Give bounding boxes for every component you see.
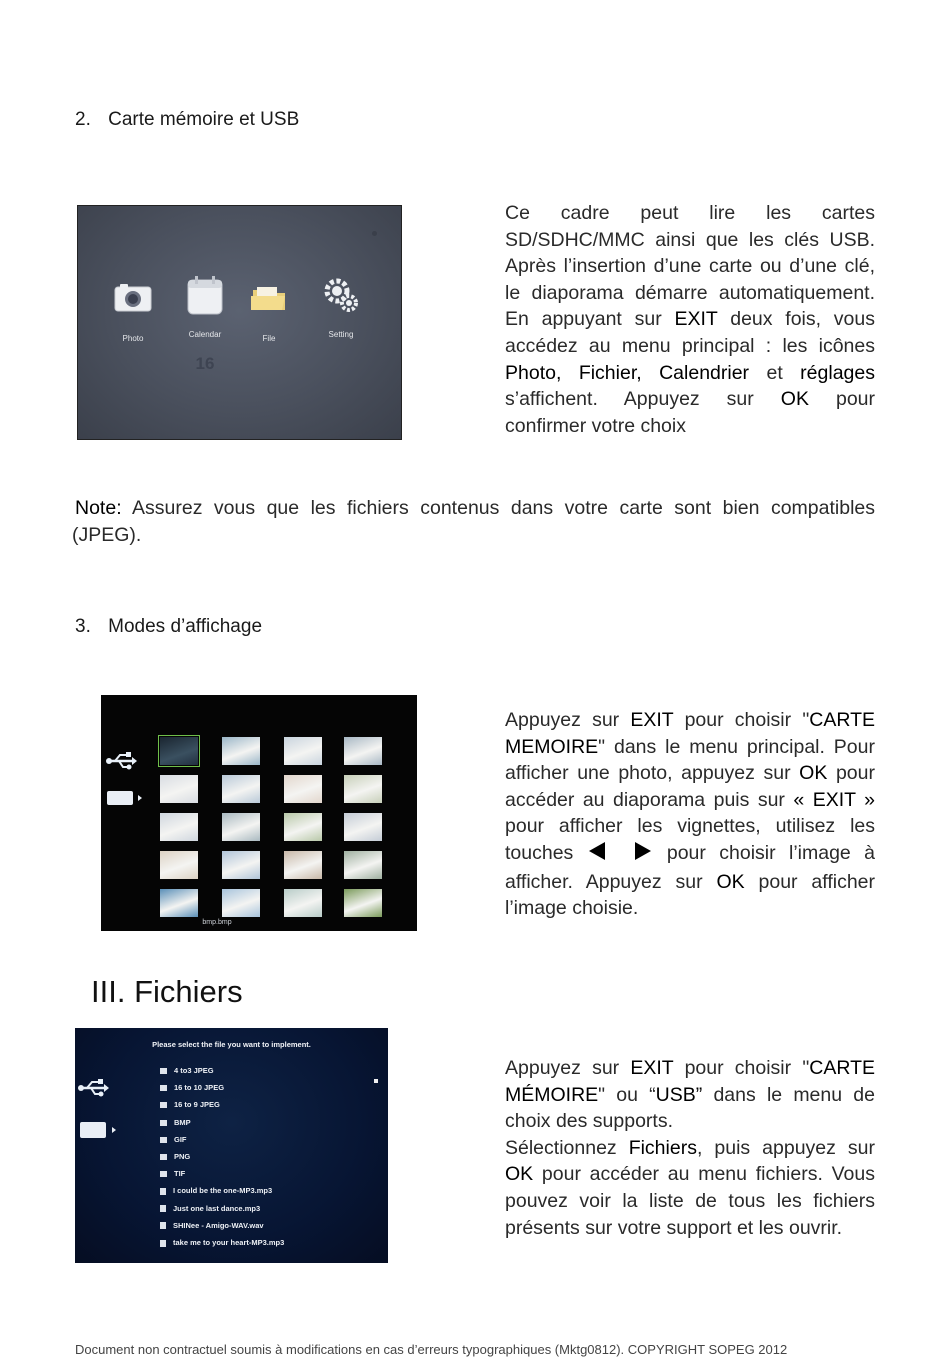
keyword-exit: EXIT: [674, 308, 718, 331]
text: [642, 362, 659, 384]
photo-thumbnail[interactable]: [344, 813, 382, 841]
file-list-screenshot: [75, 1028, 388, 1263]
file-name: 16 to 9 JPEG: [174, 1100, 220, 1110]
file-list-item[interactable]: [160, 1066, 214, 1080]
footer-copyright: Document non contractuel soumis à modifications en cas d’erreurs typographiques (Mktg0812). COPYRIGHT SOPEG 2012: [75, 1342, 788, 1357]
photo-thumbnail[interactable]: [284, 775, 322, 803]
text: dans le menu de choix des supports.: [505, 1083, 875, 1133]
folder-icon: [160, 1171, 167, 1177]
keyword-exit: « EXIT »: [793, 788, 875, 811]
photo-thumbnail[interactable]: [222, 737, 260, 765]
photo-thumbnail[interactable]: [160, 737, 198, 765]
photo-thumbnail[interactable]: [284, 813, 322, 841]
menu-label: Calendar: [188, 330, 222, 339]
photo-thumbnail[interactable]: [160, 813, 198, 841]
photo-thumbnail[interactable]: [344, 889, 382, 917]
section-number: 2.: [75, 109, 91, 130]
file-name: PNG: [174, 1152, 191, 1161]
keyword-ok: OK: [780, 388, 809, 411]
photo-thumbnail[interactable]: [222, 851, 260, 879]
keyword-carte-memoire: CARTE MEMOIRE: [505, 709, 876, 758]
menu-label: Setting: [328, 330, 354, 339]
right-arrow-icon: [633, 841, 653, 869]
section-title: Carte mémoire et USB: [108, 109, 300, 130]
section-3-heading: [75, 616, 262, 638]
text: pour afficher les vignettes, utilisez les touches: [505, 815, 875, 864]
file-list-item[interactable]: [160, 1100, 220, 1114]
camera-icon: [111, 278, 155, 318]
file-list-item[interactable]: [160, 1169, 185, 1183]
folder-icon: [160, 1068, 167, 1074]
section-title: Modes d’affichage: [108, 616, 263, 637]
photo-thumbnail[interactable]: [284, 889, 322, 917]
audio-file-icon: [160, 1240, 166, 1247]
photo-thumbnail[interactable]: [222, 813, 260, 841]
thumbnail-caption: bmp.bmp: [202, 919, 232, 926]
audio-file-icon: [160, 1222, 166, 1229]
fichiers-paragraph: [505, 1055, 875, 1241]
text: " ou “: [598, 1083, 656, 1106]
calendar-badge: 16: [195, 354, 215, 373]
text: " dans le menu principal. Pour afficher une photo, appuyez sur: [505, 735, 875, 785]
file-name: 4 to3 JPEG: [174, 1066, 214, 1075]
keyword-reglages: réglages: [800, 361, 875, 384]
menu-item-photo: [98, 278, 168, 343]
text: Ce cadre peut lire les cartes SD/SDHC/MMC ainsi que les clés USB. Après l’insertion d’une carte ou d’une clé, le diaporama démarre automatiquement. En appuyant sur: [505, 202, 875, 331]
text: pour afficher l’image choisie.: [505, 870, 875, 920]
note-label: Note:: [75, 497, 122, 519]
file-name: Just one last dance.mp3: [173, 1203, 261, 1213]
folder-icon: [160, 1085, 167, 1091]
file-list-item[interactable]: [160, 1186, 272, 1200]
keyword-carte-memoire: CARTE MÉMOIRE: [505, 1057, 876, 1106]
photo-thumbnail[interactable]: [344, 737, 382, 765]
menu-item-calendar: [170, 274, 240, 373]
text: pour choisir ": [673, 1057, 810, 1079]
file-list-header: Please select the file you want to implement.: [152, 1040, 311, 1049]
photo-thumbnail[interactable]: [284, 737, 322, 765]
keyword-ok: OK: [716, 870, 745, 893]
menu-item-file: [234, 278, 304, 343]
file-list-item[interactable]: [160, 1221, 264, 1235]
keyword-ok: OK: [799, 762, 828, 785]
file-name: GIF: [174, 1134, 187, 1144]
text: Appuyez sur: [505, 709, 631, 731]
file-list-item[interactable]: [160, 1152, 190, 1166]
folder-icon: [160, 1102, 167, 1108]
audio-file-icon: [160, 1188, 166, 1195]
text: pour confirmer votre choix: [505, 388, 876, 437]
fichiers-title: III. Fichiers: [91, 974, 243, 1009]
folder-icon: [160, 1120, 167, 1126]
photo-thumbnail[interactable]: [222, 775, 260, 803]
section-3-paragraph: [505, 707, 875, 922]
keyword-usb: USB”: [655, 1083, 703, 1106]
file-list-item[interactable]: [160, 1118, 191, 1132]
file-name: TIF: [174, 1169, 186, 1179]
photo-thumbnail[interactable]: [160, 775, 198, 803]
folder-icon: [160, 1154, 167, 1160]
text: pour choisir ": [673, 709, 810, 731]
scroll-indicator: [374, 1079, 378, 1083]
arrow-right-icon: [112, 1127, 116, 1133]
text: et: [749, 361, 801, 384]
arrow-right-icon: [138, 795, 142, 801]
note-paragraph: [72, 495, 875, 548]
section-2-paragraph: [505, 200, 875, 439]
usb-icon: [106, 749, 138, 773]
photo-thumbnail[interactable]: [160, 851, 198, 879]
text: Appuyez sur: [505, 1057, 631, 1079]
section-number: 3.: [75, 616, 91, 637]
photo-thumbnail[interactable]: [344, 851, 382, 879]
text: , puis appuyez sur: [696, 1136, 876, 1159]
text: deux fois, vous accédez au menu principal : les icônes: [505, 308, 875, 357]
main-menu-screenshot: [77, 205, 402, 440]
folder-icon: [247, 278, 291, 318]
file-list-item[interactable]: [160, 1204, 260, 1218]
text: pour accéder au diaporama puis sur: [505, 762, 875, 811]
file-name: 16 to 10 JPEG: [174, 1083, 225, 1093]
file-name: SHINee - Amigo-WAV.wav: [173, 1220, 264, 1230]
file-name: BMP: [174, 1117, 191, 1127]
text: pour accéder au menu fichiers. Vous pouvez voir la liste de tous les fichiers présents sur votre support et les ouvrir.: [505, 1163, 875, 1239]
text: [561, 362, 578, 384]
keyword-exit: EXIT: [630, 709, 674, 731]
file-name: take me to your heart-MP3.mp3: [173, 1238, 285, 1247]
photo-thumbnail[interactable]: [344, 775, 382, 803]
keyword-calendrier: Calendrier: [659, 361, 750, 384]
keyword-photo: Photo,: [505, 361, 562, 384]
keyword-ok: OK: [505, 1163, 534, 1186]
memory-card-icon: [80, 1122, 106, 1138]
menu-item-setting: [306, 274, 376, 339]
text: Sélectionnez: [505, 1136, 629, 1159]
keyword-fichiers: Fichiers: [628, 1136, 697, 1159]
memory-card-icon: [107, 791, 133, 805]
audio-file-icon: [160, 1205, 166, 1212]
left-arrow-icon: [587, 841, 607, 869]
note-text: Assurez vous que les fichiers contenus dans votre carte sont bien compatibles (JPEG).: [72, 497, 875, 546]
usb-icon: [78, 1076, 110, 1100]
gear-icon: [319, 274, 363, 318]
file-name: I could be the one-MP3.mp3: [173, 1186, 273, 1196]
thumbnail-screenshot: [101, 695, 417, 931]
text: pour choisir l’image à afficher. Appuyez sur: [505, 841, 876, 893]
photo-thumbnail[interactable]: [222, 889, 260, 917]
photo-thumbnail[interactable]: [160, 889, 198, 917]
screen-dot: [372, 231, 377, 236]
menu-label: File: [262, 334, 276, 343]
section-2-heading: [75, 109, 299, 131]
file-list-item[interactable]: [160, 1238, 284, 1252]
text: s’affichent. Appuyez sur: [505, 388, 781, 411]
keyword-fichier: Fichier,: [578, 361, 642, 384]
keyword-exit: EXIT: [630, 1057, 674, 1079]
photo-thumbnail[interactable]: [284, 851, 322, 879]
file-list-item[interactable]: [160, 1083, 224, 1097]
folder-icon: [160, 1137, 167, 1143]
menu-label: Photo: [122, 334, 144, 343]
file-list-item[interactable]: [160, 1135, 187, 1149]
